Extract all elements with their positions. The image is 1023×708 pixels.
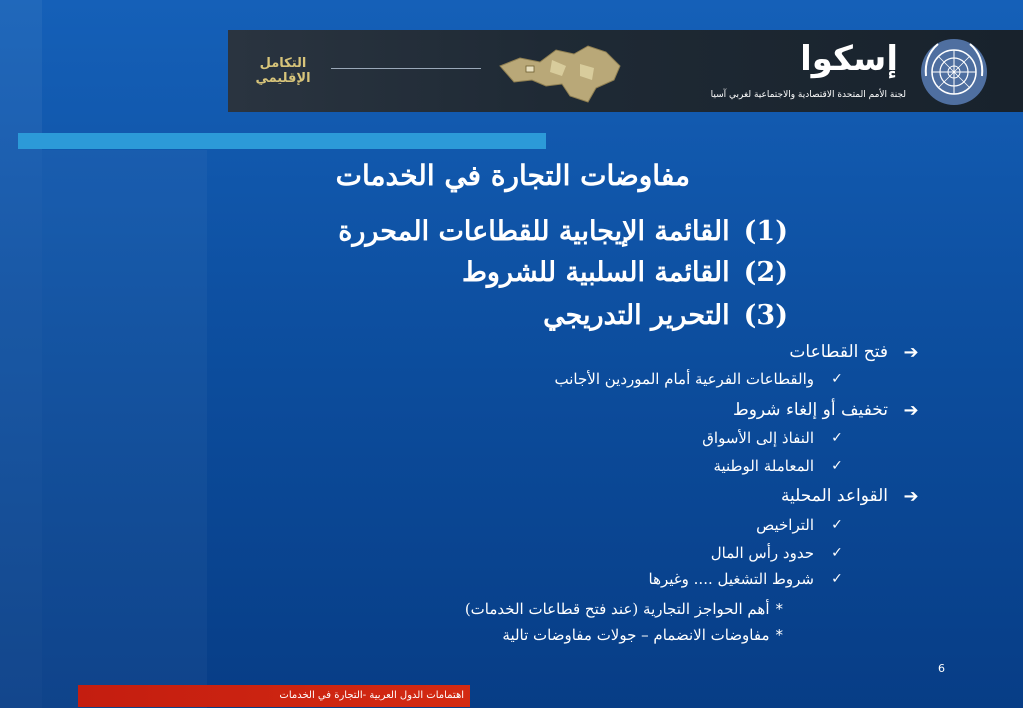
arab-region-map-icon bbox=[496, 36, 626, 108]
arrow-left-icon: ➔ bbox=[903, 341, 919, 363]
checkmark-icon: ✓ bbox=[831, 545, 843, 561]
asterisk-icon: * bbox=[775, 626, 783, 644]
numbered-item-number: (1) bbox=[743, 216, 788, 247]
tagline-line-1: التكامل bbox=[259, 56, 307, 71]
footer-bar bbox=[78, 685, 470, 707]
star-note-text: مفاوضات الانضمام – جولات مفاوضات تالية bbox=[502, 626, 770, 644]
checkmark-icon: ✓ bbox=[831, 517, 843, 533]
bullet-level1 bbox=[781, 483, 924, 509]
checkmark-icon: ✓ bbox=[831, 430, 843, 446]
bullet-level2 bbox=[555, 366, 850, 392]
org-logo-text: إسكوا bbox=[800, 39, 898, 79]
footer-text: اهتمامات الدول العربية -التجارة في الخدمات bbox=[279, 690, 464, 701]
regional-integration-tagline bbox=[228, 30, 338, 112]
accent-bar bbox=[18, 133, 546, 149]
bullet-text: حدود رأس المال bbox=[710, 544, 814, 562]
numbered-item bbox=[300, 296, 788, 336]
bullet-text: شروط التشغيل .... وغيرها bbox=[648, 570, 814, 588]
arrow-left-icon: ➔ bbox=[903, 485, 919, 507]
background-column-inner bbox=[42, 150, 207, 708]
org-subtitle: لجنة الأمم المتحدة الاقتصادية والاجتماعية لغربي آسيا bbox=[710, 90, 906, 100]
tagline-line-2: الإقليمي bbox=[255, 71, 311, 86]
numbered-item-text: القائمة السلبية للشروط bbox=[461, 257, 730, 288]
bullet-level2 bbox=[711, 540, 850, 566]
bullet-text: المعاملة الوطنية bbox=[713, 457, 814, 475]
un-emblem-icon bbox=[918, 36, 990, 108]
bullet-text: القواعد المحلية bbox=[780, 486, 888, 506]
bullet-text: تخفيف أو إلغاء شروط bbox=[732, 400, 888, 420]
bullet-level2 bbox=[649, 566, 850, 592]
numbered-item-number: (2) bbox=[743, 257, 788, 288]
slide-title: مفاوضات التجارة في الخدمات bbox=[335, 159, 690, 192]
numbered-item bbox=[300, 212, 788, 252]
star-note bbox=[465, 596, 783, 622]
star-note-text: أهم الحواجز التجارية (عند فتح قطاعات الخدمات) bbox=[464, 600, 770, 618]
bullet-level2 bbox=[713, 453, 850, 479]
numbered-item-text: القائمة الإيجابية للقطاعات المحررة bbox=[338, 216, 730, 247]
bullet-text: النفاذ إلى الأسواق bbox=[702, 429, 814, 447]
asterisk-icon: * bbox=[775, 600, 783, 618]
numbered-item-text: التحرير التدريجي bbox=[543, 300, 730, 331]
bullet-text: والقطاعات الفرعية أمام الموردين الأجانب bbox=[554, 370, 814, 388]
page-number: 6 bbox=[938, 662, 945, 675]
bullet-level2 bbox=[756, 512, 850, 538]
header-banner bbox=[228, 30, 1023, 112]
checkmark-icon: ✓ bbox=[831, 458, 843, 474]
checkmark-icon: ✓ bbox=[831, 571, 843, 587]
bullet-level2 bbox=[702, 425, 850, 451]
numbered-item bbox=[300, 253, 788, 293]
bullet-level1 bbox=[789, 339, 924, 365]
star-note bbox=[502, 622, 783, 648]
banner-divider bbox=[331, 68, 481, 69]
bullet-text: التراخيص bbox=[756, 516, 814, 534]
numbered-item-number: (3) bbox=[743, 300, 788, 331]
arrow-left-icon: ➔ bbox=[903, 399, 919, 421]
bullet-text: فتح القطاعات bbox=[789, 342, 888, 362]
background-column-left bbox=[0, 0, 42, 708]
checkmark-icon: ✓ bbox=[831, 371, 843, 387]
bullet-level1 bbox=[733, 397, 924, 423]
